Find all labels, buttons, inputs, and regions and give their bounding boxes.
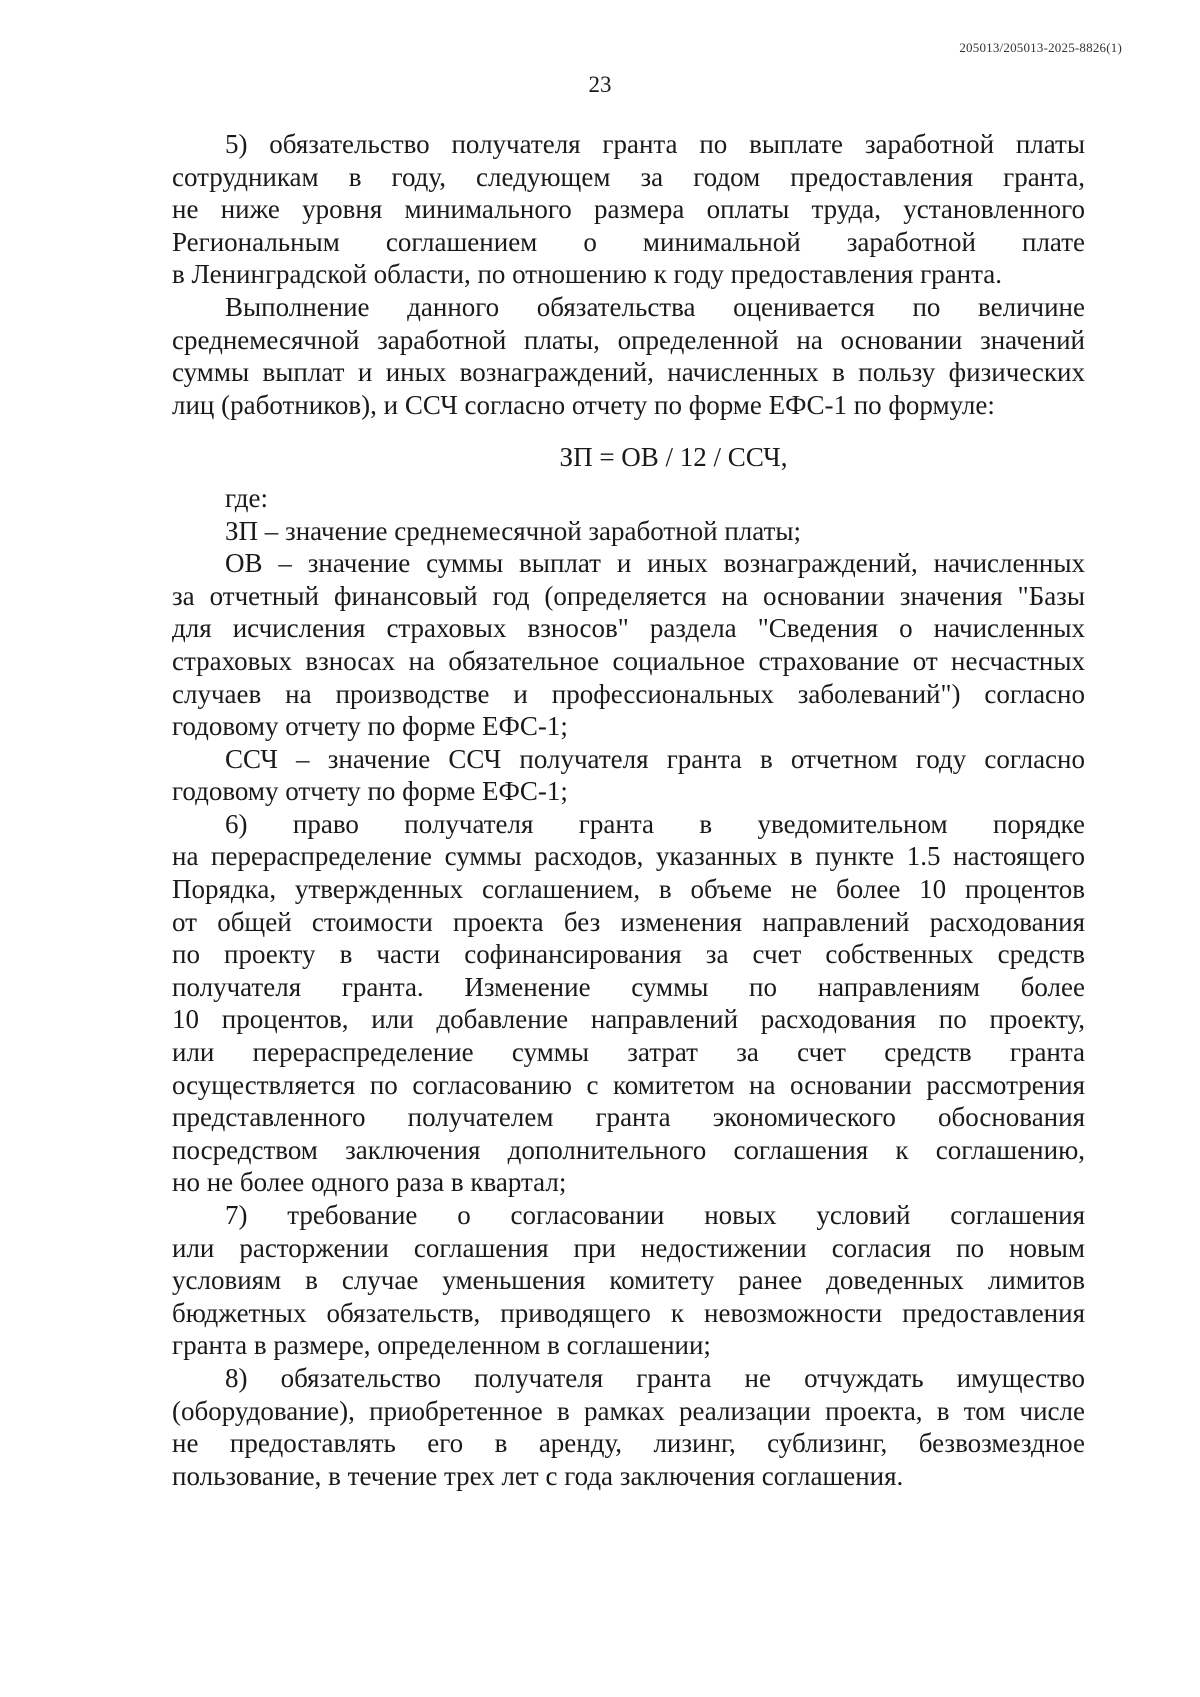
text-line: условиям в случае уменьшения комитету ранее доведенных лимитов	[172, 1265, 1085, 1296]
text-line: (оборудование), приобретенное в рамках реализации проекта, в том числе	[172, 1395, 1085, 1426]
text-line: сотрудникам в году, следующем за годом предоставления гранта,	[172, 161, 1085, 192]
text-line: представленного получателем гранта экономического обоснования	[172, 1102, 1085, 1133]
text-line: Выполнение данного обязательства оценивается по величине	[225, 291, 1085, 322]
text-line: случаев на производстве и профессиональных заболеваний") согласно	[172, 678, 1085, 709]
text-line: 7) требование о согласовании новых условий соглашения	[225, 1200, 1085, 1230]
text-line: от общей стоимости проекта без изменения направлений расходования	[172, 906, 1085, 937]
text-line: в Ленинградской области, по отношению к году предоставления гранта.	[172, 259, 1002, 290]
text-line: по проекту в части софинансирования за счет собственных средств	[172, 939, 1085, 970]
text-line: суммы выплат и иных вознаграждений, начисленных в пользу физических	[172, 357, 1085, 388]
definition-zp	[172, 515, 1085, 548]
text-line: годовому отчету по форме ЕФС-1;	[172, 776, 568, 807]
text-line: бюджетных обязательств, приводящего к невозможности предоставления	[172, 1297, 1085, 1328]
definition-ov	[172, 547, 1085, 743]
text-line: пользование, в течение трех лет с года заключения соглашения.	[172, 1460, 904, 1491]
document-id: 205013/205013-2025-8826(1)	[959, 40, 1122, 55]
text-line: 10 процентов, или добавление направлений расходования по проекту,	[172, 1004, 1085, 1035]
text-line: или расторжении соглашения при недостижении согласия по новым	[172, 1232, 1085, 1263]
text-line: для исчисления страховых взносов" раздела "Сведения о начисленных	[172, 613, 1085, 644]
text-line: но не более одного раза в квартал;	[172, 1167, 567, 1198]
text-line: Региональным соглашением о минимальной заработной плате	[172, 226, 1085, 257]
text-line: или перераспределение суммы затрат за счет средств гранта	[172, 1037, 1085, 1068]
text-line: не предоставлять его в аренду, лизинг, сублизинг, безвозмездное	[172, 1428, 1085, 1459]
text-line: ЗП – значение среднемесячной заработной платы;	[225, 515, 802, 546]
text-line: осуществляется по согласованию с комитетом на основании рассмотрения	[172, 1069, 1085, 1100]
document-body	[172, 128, 1085, 1492]
definition-ssch	[172, 743, 1085, 808]
paragraph-item-8	[172, 1362, 1085, 1492]
text-line: 6) право получателя гранта в уведомительном порядке	[225, 808, 1085, 839]
text-line: ССЧ – значение ССЧ получателя гранта в отчетном году согласно	[225, 743, 1085, 774]
text-line: не ниже уровня минимального размера оплаты труда, установленного	[172, 194, 1085, 225]
text-line: посредством заключения дополнительного соглашения к соглашению,	[172, 1134, 1085, 1165]
text-line: где:	[225, 482, 268, 513]
text-line: за отчетный финансовый год (определяется на основании значения "Базы	[172, 580, 1085, 611]
text-line: Порядка, утвержденных соглашением, в объеме не более 10 процентов	[172, 874, 1085, 905]
text-line: страховых взносах на обязательное социальное страхование от несчастных	[172, 645, 1085, 676]
paragraph-item-7	[172, 1199, 1085, 1362]
text-line: годовому отчету по форме ЕФС-1;	[172, 711, 568, 742]
text-line: ОВ – значение суммы выплат и иных вознаграждений, начисленных	[225, 548, 1085, 579]
text-line: 5) обязательство получателя гранта по выплате заработной платы	[225, 129, 1085, 159]
formula: ЗП = ОВ / 12 / ССЧ,	[559, 442, 788, 473]
text-line: лиц (работников), и ССЧ согласно отчету по форме ЕФС-1 по формуле:	[172, 389, 995, 420]
text-line: на перераспределение суммы расходов, указанных в пункте 1.5 настоящего	[172, 841, 1085, 872]
paragraph-evaluation	[172, 291, 1085, 421]
page-number: 23	[588, 72, 612, 97]
text-line: гранта в размере, определенном в соглашении;	[172, 1330, 711, 1361]
text-line: 8) обязательство получателя гранта не отчуждать имущество	[225, 1362, 1085, 1393]
paragraph-where	[172, 482, 1085, 515]
paragraph-item-5	[172, 128, 1085, 291]
text-line: получателя гранта. Изменение суммы по направлениям более	[172, 971, 1085, 1002]
paragraph-item-6	[172, 808, 1085, 1199]
text-line: среднемесячной заработной платы, определенной на основании значений	[172, 324, 1085, 355]
